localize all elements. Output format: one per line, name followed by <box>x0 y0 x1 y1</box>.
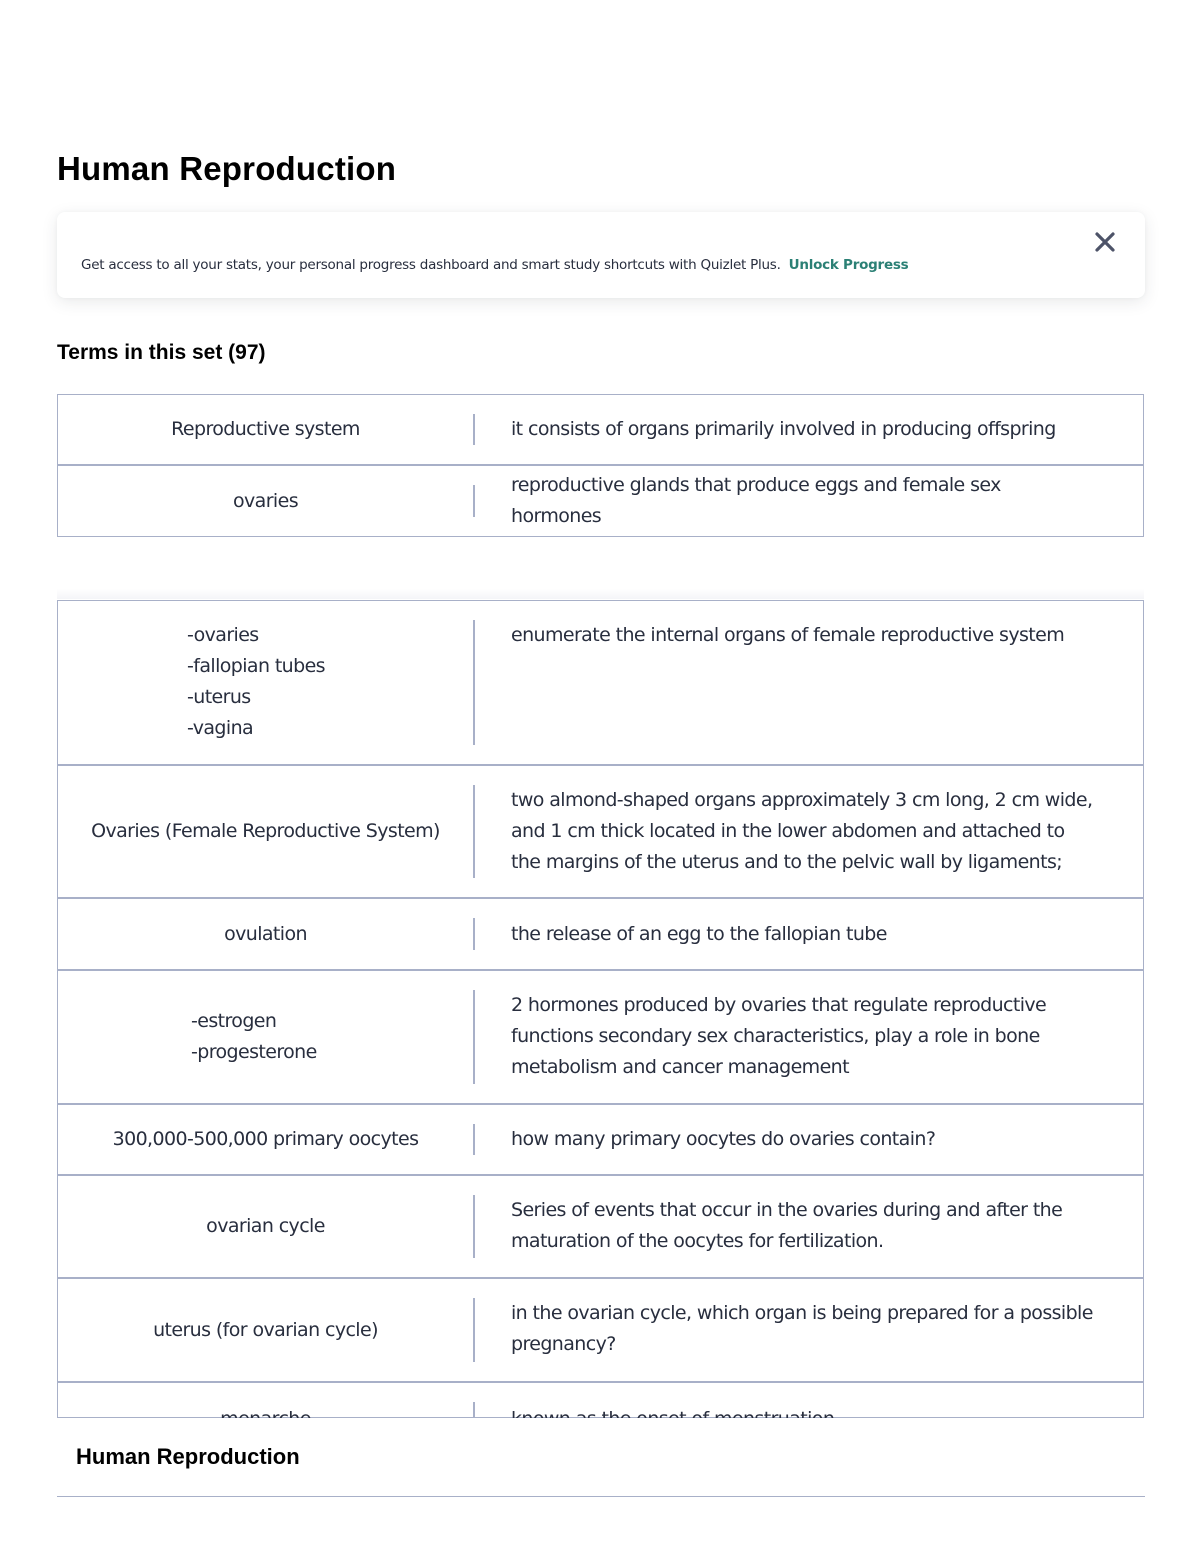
term-text: ovaries <box>233 489 298 512</box>
terms-card <box>57 394 1144 537</box>
footer-title: Human Reproduction <box>76 1444 300 1469</box>
upgrade-banner <box>57 212 1145 298</box>
row-divider <box>473 485 475 517</box>
definition-text: how many primary oocytes do ovaries contain? <box>511 1128 936 1150</box>
term-text: ovarian cycle <box>206 1215 325 1237</box>
definition-text: the release of an egg to the fallopian tube <box>511 922 887 945</box>
definition-text: reproductive glands that produce eggs and female sex hormones <box>511 474 1001 527</box>
term-text: Reproductive system <box>171 418 360 440</box>
row-divider <box>473 1298 475 1362</box>
footer-divider <box>57 1496 1145 1497</box>
close-banner-button[interactable] <box>1093 230 1117 254</box>
row-divider <box>473 1195 475 1258</box>
term-row[interactable] <box>58 466 1143 536</box>
term-row[interactable] <box>58 766 1143 899</box>
term-row[interactable] <box>58 971 1143 1105</box>
term-text: -ovaries -fallopian tubes -uterus -vagina <box>187 624 325 739</box>
banner-text: Get access to all your stats, your personal progress dashboard and smart study shortcuts with Quizlet Plus. <box>81 257 781 273</box>
row-divider <box>473 1124 475 1155</box>
term-text: 300,000-500,000 primary oocytes <box>112 1128 419 1150</box>
page-footer <box>0 1418 1200 1553</box>
term-text: Ovaries (Female Reproductive System) <box>91 820 440 842</box>
term-text: ovulation <box>224 922 307 945</box>
term-row[interactable] <box>58 1176 1143 1279</box>
page-title: Human Reproduction <box>57 150 397 187</box>
definition-text: enumerate the internal organs of female reproductive system <box>511 624 1065 646</box>
term-row[interactable] <box>58 1105 1143 1176</box>
terms-card <box>57 600 1144 1418</box>
definition-text: it consists of organs primarily involved in producing offspring <box>511 418 1056 440</box>
term-text: -estrogen -progesterone <box>191 1010 317 1063</box>
definition-text: Series of events that occur in the ovaries during and after the maturation of the oocytes for fertilization. <box>511 1199 1063 1252</box>
unlock-progress-link[interactable]: Unlock Progress <box>788 257 909 273</box>
definition-text: in the ovarian cycle, which organ is being prepared for a possible pregnancy? <box>511 1302 1093 1355</box>
term-row[interactable] <box>58 1279 1143 1383</box>
term-row[interactable] <box>58 601 1143 766</box>
row-divider <box>473 620 475 745</box>
definition-text: two almond-shaped organs approximately 3 cm long, 2 cm wide, and 1 cm thick located in the lower abdomen and attached to the margins of the uterus and to the pelvic wall by ligaments; <box>511 789 1093 873</box>
row-divider <box>473 918 475 950</box>
banner-message <box>81 257 908 273</box>
term-row[interactable] <box>58 395 1143 466</box>
row-divider <box>473 990 475 1084</box>
definition-text: 2 hormones produced by ovaries that regulate reproductive functions secondary sex characteristics, play a role in bone metabolism and cancer management <box>511 994 1047 1078</box>
row-divider <box>473 414 475 445</box>
terms-section-title: Terms in this set (97) <box>57 341 266 364</box>
card-gap <box>57 589 1144 599</box>
close-icon <box>1093 230 1117 254</box>
term-row[interactable] <box>58 899 1143 971</box>
term-text: uterus (for ovarian cycle) <box>153 1318 378 1341</box>
row-divider <box>473 785 475 878</box>
